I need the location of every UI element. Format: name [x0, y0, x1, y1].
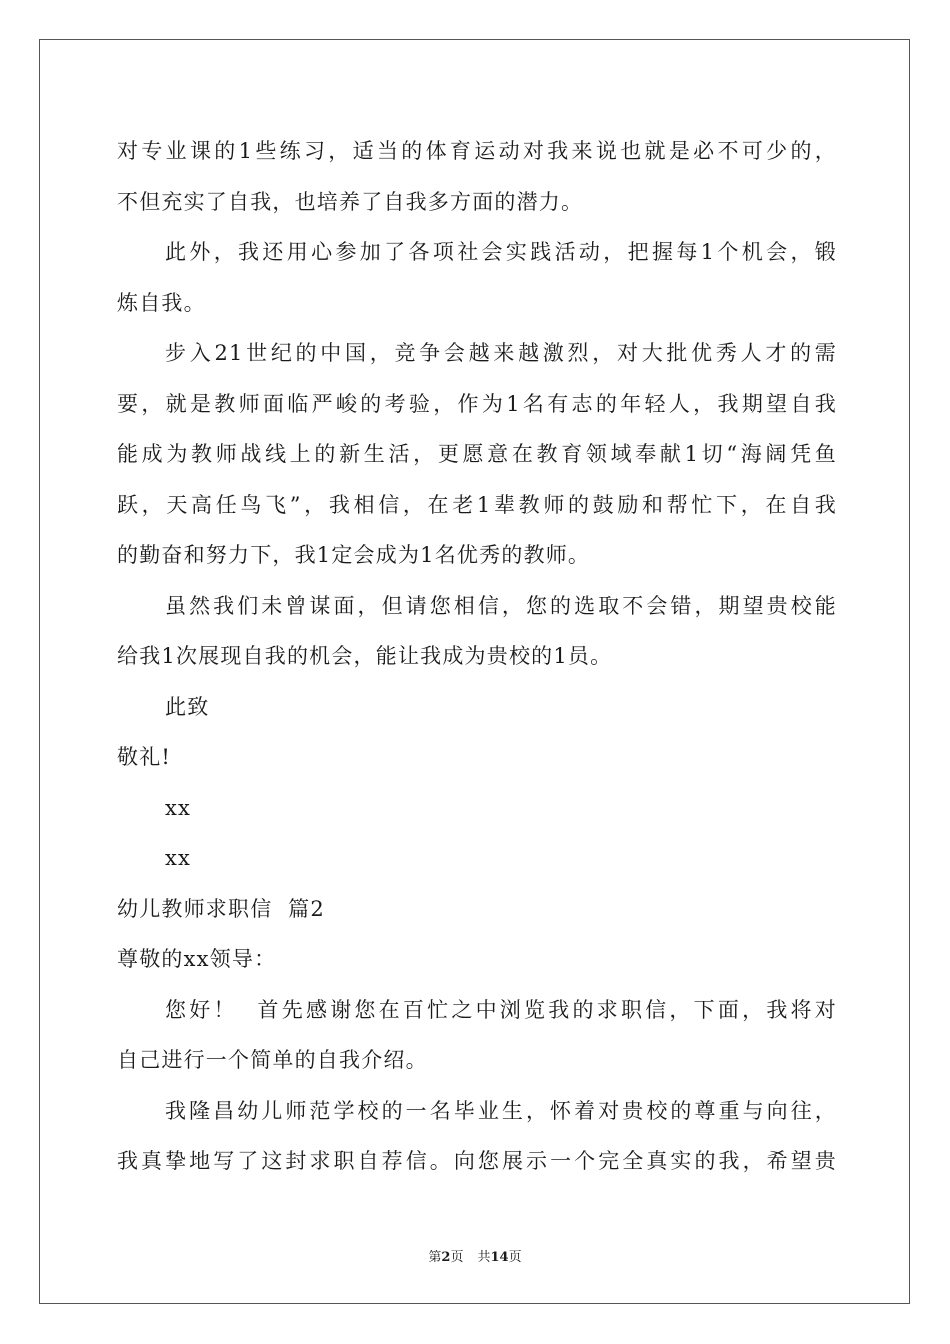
page-prefix: 第 — [428, 1250, 442, 1265]
closing-salutation: 此致 — [165, 694, 210, 719]
text-line: 要，就是教师面临严峻的考验，作为1名有志的年轻人，我期望自我 — [117, 391, 837, 416]
closing-regards: 敬礼! — [117, 745, 172, 769]
signature-date: xx — [165, 846, 192, 870]
text-line: 炼自我。 — [117, 290, 206, 315]
total-pages: 14 — [490, 1250, 509, 1265]
text-line: 跃，天高任鸟飞”，我相信，在老1辈教师的鼓励和帮忙下，在自我 — [117, 492, 837, 517]
text-line: 虽然我们未曾谋面，但请您相信，您的选取不会错，期望贵校能 — [165, 593, 837, 618]
page-unit: 页 — [450, 1250, 464, 1265]
page-footer — [0, 1246, 950, 1265]
text-line: 能成为教师战线上的新生活，更愿意在教育领域奉献1切“海阔凭鱼 — [117, 442, 837, 466]
signature-name: xx — [165, 795, 192, 820]
text-line: 不但充实了自我，也培养了自我多方面的潜力。 — [117, 189, 584, 214]
total-prefix: 共 — [477, 1250, 491, 1265]
page-number: 2 — [441, 1250, 451, 1265]
text-line: 此外，我还用心参加了各项社会实践活动，把握每1个机会，锻 — [165, 240, 837, 264]
document-body — [117, 126, 837, 1187]
text-line: 步入21世纪的中国，竞争会越来越激烈，对大批优秀人才的需 — [165, 341, 837, 365]
text-line: 对专业课的1些练习，适当的体育运动对我来说也就是必不可少的， — [117, 139, 837, 163]
text-line: 给我1次展现自我的机会，能让我成为贵校的1员。 — [117, 644, 613, 668]
total-unit: 页 — [508, 1250, 522, 1265]
section-heading: 幼儿教师求职信 篇2 — [117, 896, 325, 921]
text-line: 自己进行一个简单的自我介绍。 — [117, 1048, 428, 1072]
text-line: 您好！ 首先感谢您在百忙之中浏览我的求职信，下面，我将对 — [165, 997, 837, 1022]
text-line: 我隆昌幼儿师范学校的一名毕业生，怀着对贵校的尊重与向往， — [165, 1098, 837, 1123]
text-line: 的勤奋和努力下，我1定会成为1名优秀的教师。 — [117, 543, 591, 567]
letter-greeting: 尊敬的xx领导： — [117, 947, 277, 971]
text-line: 我真挚地写了这封求职自荐信。向您展示一个完全真实的我，希望贵 — [117, 1149, 837, 1173]
